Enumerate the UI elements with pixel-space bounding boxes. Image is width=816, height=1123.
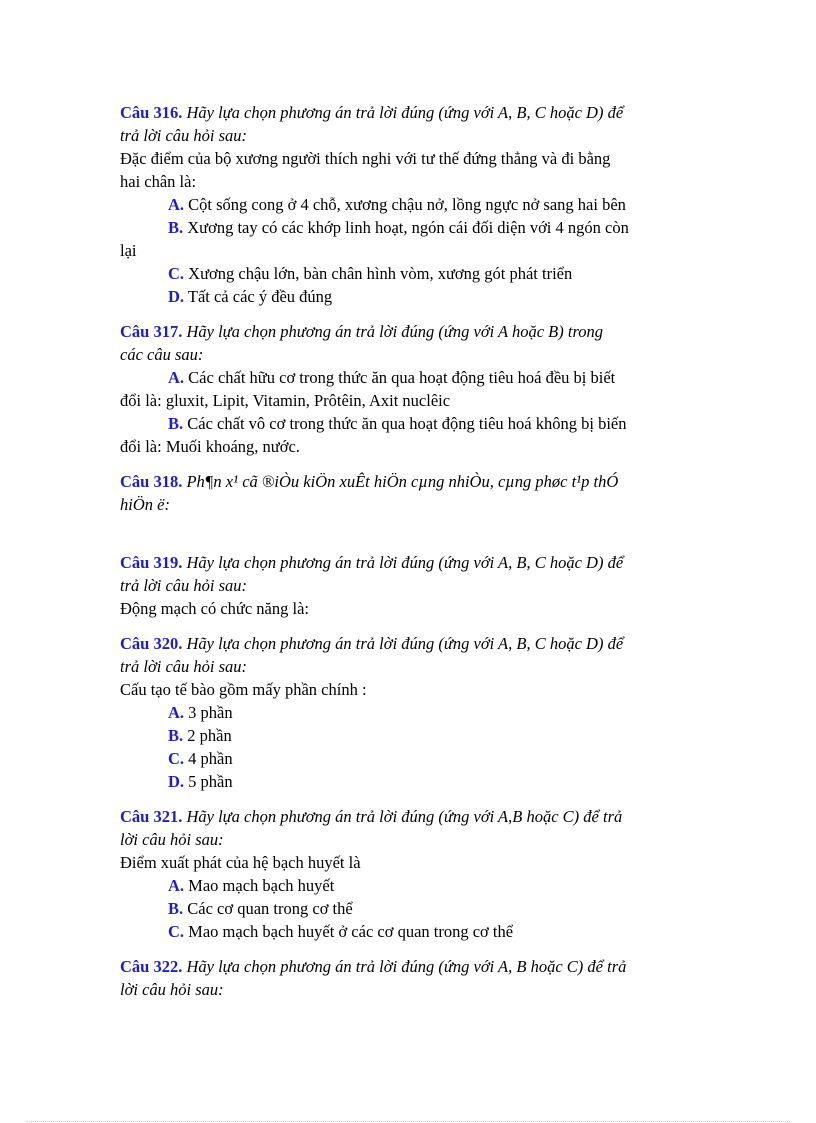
- question-instruction: Ph¶n x¹ cã ®iÒu kiÖn xuÊt hiÖn cµng nhiÒu, cµng phøc t¹p thÓ: [186, 472, 619, 491]
- option-a: [120, 366, 705, 389]
- question-number: Câu 319.: [120, 553, 183, 572]
- option-c: [120, 262, 705, 285]
- option-b: [120, 897, 705, 920]
- question-number: Câu 322.: [120, 957, 183, 976]
- option-key: D.: [168, 287, 185, 306]
- option-key: C.: [168, 264, 185, 283]
- question-instruction: trả lời câu hỏi sau:: [120, 576, 248, 595]
- question-instruction: trả lời câu hỏi sau:: [120, 657, 248, 676]
- option-text: 5 phần: [188, 772, 233, 791]
- option-key: B.: [168, 899, 184, 918]
- option-text: Các cơ quan trong cơ thể: [187, 899, 353, 918]
- option-text: Mao mạch bạch huyết ở các cơ quan trong cơ thể: [188, 922, 514, 941]
- question-number: Câu 317.: [120, 322, 183, 341]
- question-number: Câu 321.: [120, 807, 183, 826]
- question-number: Câu 320.: [120, 634, 183, 653]
- question-stem: Động mạch có chức năng là:: [120, 599, 310, 618]
- option-text: Mao mạch bạch huyết: [188, 876, 335, 895]
- option-b: [120, 724, 705, 747]
- option-key: D.: [168, 772, 185, 791]
- question-instruction: Hãy lựa chọn phương án trả lời đúng (ứng với A, B hoặc C) để trả: [186, 957, 627, 976]
- option-text: 3 phần: [188, 703, 233, 722]
- question-319: [120, 551, 705, 620]
- question-stem: Cấu tạo tế bào gồm mấy phần chính :: [120, 680, 367, 699]
- question-instruction: Hãy lựa chọn phương án trả lời đúng (ứng với A, B, C hoặc D) để: [186, 103, 624, 122]
- question-316: [120, 101, 705, 308]
- option-key: C.: [168, 749, 185, 768]
- question-instruction: lời câu hỏi sau:: [120, 980, 224, 999]
- option-key: A.: [168, 703, 185, 722]
- option-text: 2 phần: [187, 726, 232, 745]
- option-text-continued: đổi là: gluxit, Lipit, Vitamin, Prôtêin, Axit nuclêic: [120, 391, 451, 410]
- option-text: 4 phần: [188, 749, 233, 768]
- question-number: Câu 316.: [120, 103, 183, 122]
- option-text: Tất cả các ý đều đúng: [187, 287, 333, 306]
- option-key: A.: [168, 195, 185, 214]
- question-321: [120, 805, 705, 943]
- question-instruction: Hãy lựa chọn phương án trả lời đúng (ứng với A, B, C hoặc D) để: [186, 634, 624, 653]
- option-a: [120, 193, 705, 216]
- option-text-continued: lại: [120, 241, 137, 260]
- question-number: Câu 318.: [120, 472, 183, 491]
- question-instruction: lời câu hỏi sau:: [120, 830, 224, 849]
- option-c: [120, 747, 705, 770]
- question-322: [120, 955, 705, 1001]
- option-a: [120, 874, 705, 897]
- question-instruction: trả lời câu hỏi sau:: [120, 126, 248, 145]
- option-text: Cột sống cong ở 4 chỗ, xương chậu nở, lồng ngực nở sang hai bên: [188, 195, 626, 214]
- option-d: [120, 770, 705, 793]
- option-c: [120, 920, 705, 943]
- option-text-continued: đổi là: Muối khoáng, nước.: [120, 437, 300, 456]
- option-key: C.: [168, 922, 185, 941]
- question-stem: hai chân là:: [120, 172, 197, 191]
- option-a: [120, 701, 705, 724]
- option-key: B.: [168, 218, 184, 237]
- option-d: [120, 285, 705, 308]
- question-instruction: Hãy lựa chọn phương án trả lời đúng (ứng với A, B, C hoặc D) để: [186, 553, 624, 572]
- question-instruction: các câu sau:: [120, 345, 204, 364]
- question-instruction: Hãy lựa chọn phương án trả lời đúng (ứng với A hoặc B) trong: [186, 322, 604, 341]
- option-key: A.: [168, 368, 185, 387]
- option-key: A.: [168, 876, 185, 895]
- option-text: Xương tay có các khớp linh hoạt, ngón cái đối diện với 4 ngón còn: [187, 218, 629, 237]
- option-text: Các chất hữu cơ trong thức ăn qua hoạt động tiêu hoá đều bị biết: [188, 368, 616, 387]
- page-bottom-divider: [26, 1121, 790, 1122]
- document-page: [120, 101, 705, 1001]
- option-text: Các chất vô cơ trong thức ăn qua hoạt động tiêu hoá không bị biến: [187, 414, 627, 433]
- question-318: [120, 470, 705, 516]
- question-instruction: hiÖn ë:: [120, 495, 170, 514]
- option-text: Xương chậu lớn, bàn chân hình vòm, xương gót phát triển: [188, 264, 573, 283]
- question-317: [120, 320, 705, 458]
- question-stem: Điểm xuất phát của hệ bạch huyết là: [120, 853, 361, 872]
- option-b: [120, 412, 705, 435]
- question-320: [120, 632, 705, 793]
- option-key: B.: [168, 414, 184, 433]
- question-stem: Đặc điểm của bộ xương người thích nghi với tư thế đứng thẳng và đi bằng: [120, 149, 611, 168]
- option-b: [120, 216, 705, 239]
- option-key: B.: [168, 726, 184, 745]
- question-instruction: Hãy lựa chọn phương án trả lời đúng (ứng với A,B hoặc C) để trả: [186, 807, 623, 826]
